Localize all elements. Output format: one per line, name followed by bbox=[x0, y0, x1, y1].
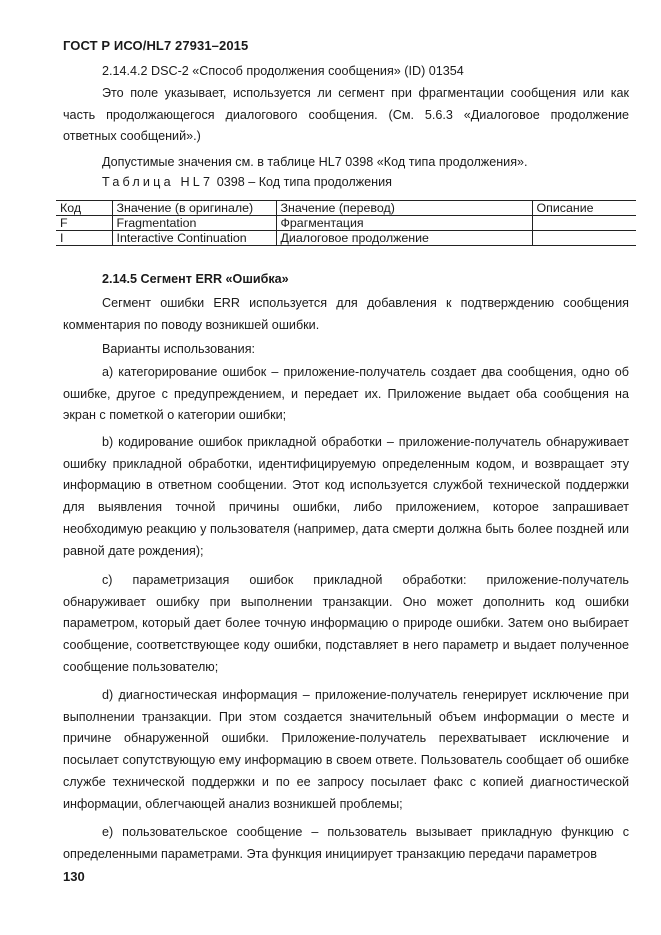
paragraph-variants-label: Варианты использования: bbox=[102, 342, 256, 356]
list-item-e: e) пользовательское сообщение – пользователь вызывает прикладную функцию с определенными параметрами. Эта функция инициирует транзакцию передачи параметров bbox=[63, 825, 629, 861]
table-cell-description bbox=[532, 216, 636, 231]
list-item-b: b) кодирование ошибок прикладной обработки – приложение-получатель обнаруживает ошибку прикладной обработки, идентифицируемую определенным кодом, и возвращает эту информацию в ответном сообщении. Этот код используется службой технической поддержки для выявления точной причины ошибки, либо приложением, которое запрашивает необходимую реакцию у пользователя (например, дата смерти должна быть более поздней или равной дате рождения); bbox=[63, 435, 629, 558]
table-header-row bbox=[56, 201, 636, 216]
table-caption-number: 0398 bbox=[216, 175, 245, 189]
list-item-c: c) параметризация ошибок прикладной обработки: приложение-получатель обнаруживает ошибку при выполнении транзакции. Оно может дополнить код ошибки параметром, который дает более точную информацию о природе ошибки. Затем оно выбирает сообщение, соответствующее коду ошибки, подставляет в него параметр и выдает полученное сообщение пользователю; bbox=[63, 573, 629, 674]
table-row bbox=[56, 231, 636, 246]
list-item-d: d) диагностическая информация – приложение-получатель генерирует исключение при выполнении транзакции. При этом создается значительный объем информации о месте и причине обнаруженной ошибки. Приложение-получатель перехватывает исключение и посылает сопутствующую ему информацию в своем ответе. Пользователь сообщает об ошибке службе технической поддержки и по ее запросу посылает факс с копией диагностической информации, облегчающей анализ возникшей проблемы; bbox=[63, 688, 629, 811]
table-header-cell: Описание bbox=[532, 201, 636, 216]
table-cell-original: Fragmentation bbox=[112, 216, 276, 231]
table-header-cell: Код bbox=[56, 201, 112, 216]
subsection-heading-2-14-4-2: 2.14.4.2 DSC-2 «Способ продолжения сообщения» (ID) 01354 bbox=[102, 64, 464, 78]
table-header-cell: Значение (в оригинале) bbox=[112, 201, 276, 216]
table-cell-code: F bbox=[56, 216, 112, 231]
page-number: 130 bbox=[63, 869, 85, 884]
list-item-a: a) категорирование ошибок – приложение-получатель создает два сообщения, одно об ошибке, другое с предупреждением, и передает их. Приложение выдает оба сообщения на экран с пометкой о категории ошибки; bbox=[63, 365, 629, 423]
table-caption-prefix: Таблица HL7 bbox=[102, 175, 214, 189]
table-caption bbox=[102, 175, 392, 189]
paragraph-dsc2-description: Это поле указывает, используется ли сегмент при фрагментации сообщения или как часть продолжающегося диалогового сообщения. (См. 5.6.3 «Диалоговое продолжение ответных сообщений».) bbox=[63, 86, 629, 144]
table-cell-translation: Фрагментация bbox=[276, 216, 532, 231]
paragraph-err-intro: Сегмент ошибки ERR используется для добавления к подтверждению сообщения комментария по поводу возникшей ошибки. bbox=[63, 296, 629, 332]
continuation-code-table bbox=[56, 200, 636, 246]
table-cell-description bbox=[532, 231, 636, 246]
table-cell-translation: Диалоговое продолжение bbox=[276, 231, 532, 246]
section-heading-2-14-5: 2.14.5 Сегмент ERR «Ошибка» bbox=[102, 272, 289, 286]
table-caption-title: – Код типа продолжения bbox=[248, 175, 392, 189]
table-cell-code: I bbox=[56, 231, 112, 246]
table-cell-original: Interactive Continuation bbox=[112, 231, 276, 246]
document-header-code: ГОСТ Р ИСО/HL7 27931–2015 bbox=[63, 38, 249, 53]
table-row bbox=[56, 216, 636, 231]
table-header-cell: Значение (перевод) bbox=[276, 201, 532, 216]
paragraph-allowed-values: Допустимые значения см. в таблице HL7 0398 «Код типа продолжения». bbox=[102, 155, 528, 169]
